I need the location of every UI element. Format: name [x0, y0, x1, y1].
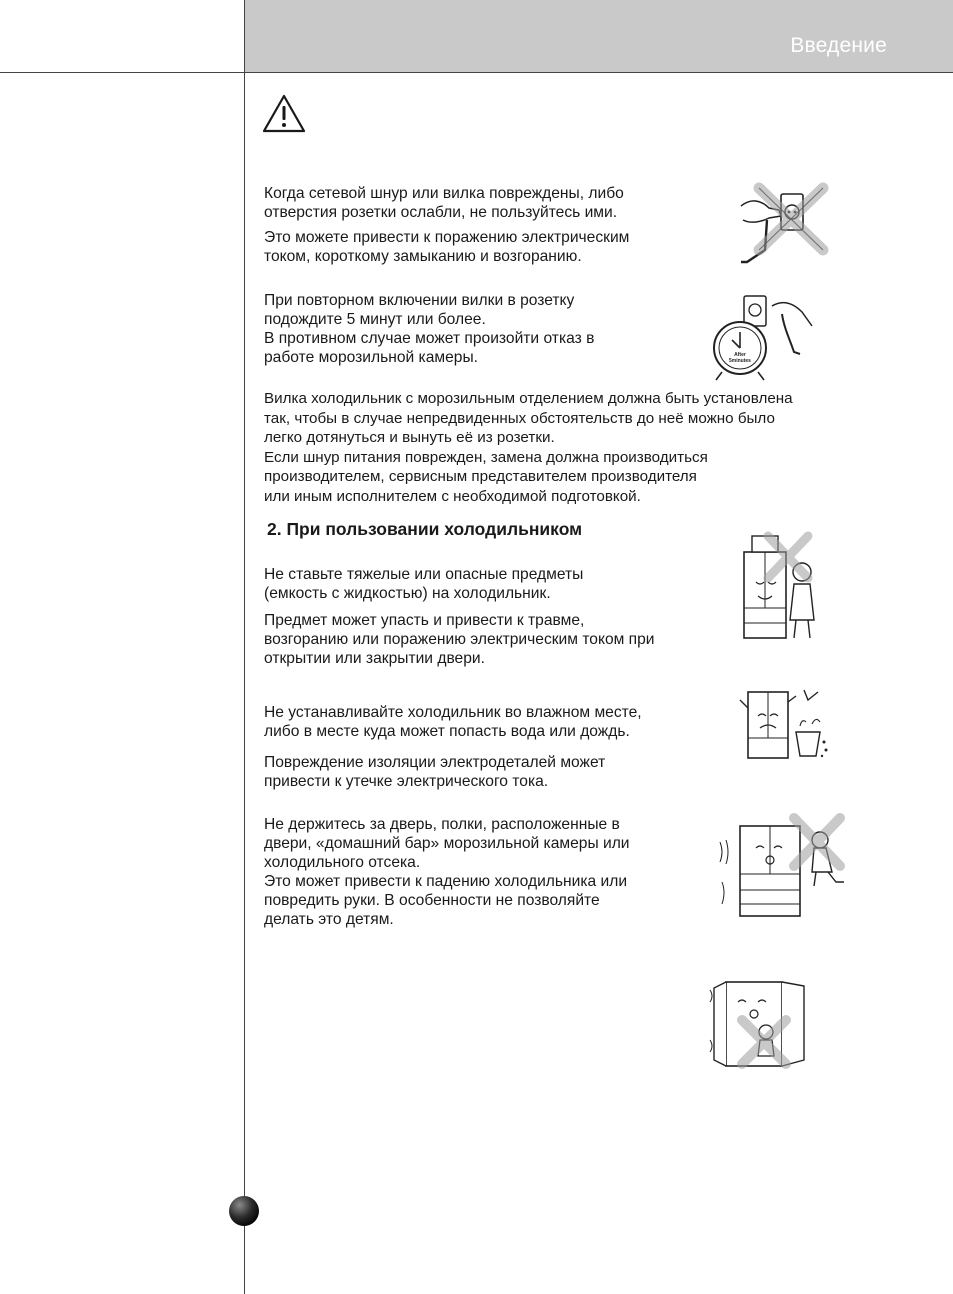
child-door-illustration — [708, 976, 808, 1070]
section-heading: 2. При пользовании холодильником — [267, 519, 583, 539]
header-divider — [0, 72, 953, 73]
header-band — [245, 0, 953, 72]
clock-plug-illustration — [708, 292, 818, 384]
text-cord-consequence: Это можете привести к поражению электрическим током, короткому замыканию и возгоранию. — [264, 229, 630, 265]
text-heavy-objects: Не ставьте тяжелые или опасные предметы (емкость с жидкостью) на холодильник. — [264, 566, 584, 602]
text-plug-access: Вилка холодильник с морозильным отделением должна быть установлена так, чтобы в случае непредвиденных обстоятельств до неё можно было легко дотянуться и вынуть её из розетки. Если шнур питания поврежден, замена должна производиться производителем, сервисным представителем производителя или иным исполнителем с необходимой подготовкой. — [264, 390, 793, 505]
clock-label-minutes: 5minutes — [729, 358, 751, 364]
text-heavy-consequence: Предмет может упасть и привести к травме, возгоранию или поражению электрическим током при открытии или закрытии двери. — [264, 612, 655, 667]
text-cord-damaged: Когда сетевой шнур или вилка повреждены, либо отверстия розетки ослабли, не пользуйтесь ими. — [264, 185, 624, 221]
margin-divider — [244, 0, 245, 1294]
page-title: Введение — [790, 34, 887, 57]
plug-damaged-illustration — [737, 180, 831, 268]
page-marker-dot — [229, 1196, 259, 1226]
heavy-object-illustration — [738, 530, 818, 645]
warning-triangle-icon — [262, 94, 306, 134]
text-reconnect-wait: При повторном включении вилки в розетку подождите 5 минут или более. В противном случае может произойти отказ в работе морозильной камеры. — [264, 292, 595, 366]
hanging-door-illustration — [716, 812, 848, 920]
text-insulation: Повреждение изоляции электродеталей может привести к утечке электрического тока. — [264, 754, 606, 790]
clock-label-after: After — [734, 352, 746, 358]
text-humid-place: Не устанавливайте холодильник во влажном месте, либо в месте куда может попасть вода или дождь. — [264, 704, 642, 740]
text-hold-door: Не держитесь за дверь, полки, расположенные в двери, «домашний бар» морозильной камеры или холодильного отсека. Это может привести к падению холодильника или повредить руки. В особенности не позволяйте делать это детям. — [264, 816, 630, 928]
humid-place-illustration — [738, 682, 830, 766]
